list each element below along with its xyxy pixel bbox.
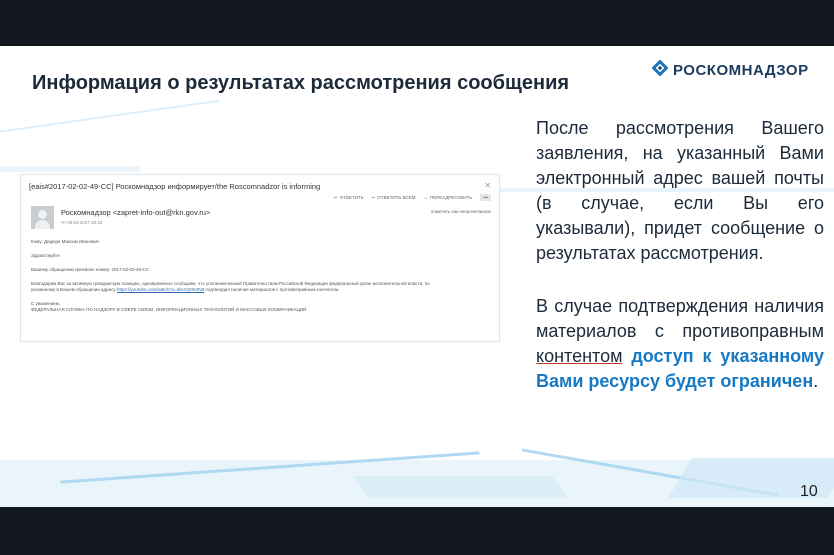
bottom-letterbox-bar xyxy=(0,507,834,555)
reply-action: ↩ ОТВЕТИТЬ xyxy=(333,194,364,200)
email-number-line: Вашему обращению присвоен номер: 2017-02-02-49-CC xyxy=(31,267,150,272)
email-sender: Роскомнадзор <zapret-info-out@rkn.gov.ru> xyxy=(61,208,211,217)
forward-icon: → xyxy=(423,195,428,200)
decorative-stripe xyxy=(352,476,567,498)
info-paragraph-1: После рассмотрения Вашего заявления, на указанный Вами электронный адрес вашей почты (в случае, если Вы его указывали), придет сообщение о результатах рассмотрения. xyxy=(536,118,824,263)
email-signature: ФЕДЕРАЛЬНАЯ СЛУЖБА ПО НАДЗОРУ В СФЕРЕ СВЯЗИ, ИНФОРМАЦИОННЫХ ТЕХНОЛОГИЙ И МАССОВЫХ КОММУНИКАЦИЙ. xyxy=(31,307,308,312)
email-thanks-line-2: указанному в Вашем обращении адресу https://youtube.com/watch?v=abcXQ0K3N8 подтвердил наличие материалов с противоправным контентом. xyxy=(31,287,340,292)
logo-text: РОСКОМНАДЗОР xyxy=(673,62,809,79)
reply-icon: ↩ xyxy=(333,194,338,200)
email-thanks-line: Благодарим Вас за активную гражданскую позицию, одновременно сообщаем, что уполномоченный Правительством Российской Федерации федеральный орган исполнительной власти, по xyxy=(31,281,430,286)
reply-all-icon: ↩ xyxy=(371,194,376,200)
page-number: 10 xyxy=(800,483,818,500)
paragraph-2-underlined: контентом xyxy=(536,346,623,366)
paragraph-2-end: . xyxy=(813,371,819,391)
decorative-stripe xyxy=(0,166,140,172)
logo xyxy=(652,60,809,81)
email-regards: С уважением, xyxy=(31,301,60,306)
info-paragraph-2 xyxy=(536,294,824,394)
more-icon: ••• xyxy=(480,194,491,201)
email-actions xyxy=(334,194,491,201)
roskomnadzor-emblem-icon xyxy=(652,60,668,81)
reply-all-action: ↩ ОТВЕТИТЬ ВСЕМ xyxy=(371,194,416,200)
presentation-slide xyxy=(0,46,834,507)
decorative-stripe xyxy=(0,100,219,138)
paragraph-2-start: В случае подтверждения наличия материалов с противоправным xyxy=(536,296,824,341)
email-greeting: Здравствуйте xyxy=(31,253,60,258)
email-screenshot xyxy=(20,174,500,342)
mark-unread-link: пометить как непрочитанное xyxy=(430,209,491,214)
paragraph-2-highlight: доступ к указанному Вами ресурсу будет ограничен xyxy=(536,346,824,391)
close-icon: ✕ xyxy=(484,181,491,190)
email-link: https://youtube.com/watch?v=abcXQ0K3N8 xyxy=(116,287,205,292)
slide-title: Информация о результатах рассмотрения сообщения xyxy=(32,72,570,94)
email-subject: [eais#2017-02-02-49-CC] Роскомнадзор информирует/the Roscomnadzor is informing xyxy=(29,182,321,191)
avatar xyxy=(31,206,54,229)
email-recipient: Кому: Дедюря Максим Иванович xyxy=(31,239,100,244)
top-letterbox-bar xyxy=(0,0,834,46)
email-date: Чт 09.03.2017 20:34 xyxy=(61,220,103,225)
forward-action: → ПЕРЕАДРЕСОВАТЬ xyxy=(423,195,473,200)
